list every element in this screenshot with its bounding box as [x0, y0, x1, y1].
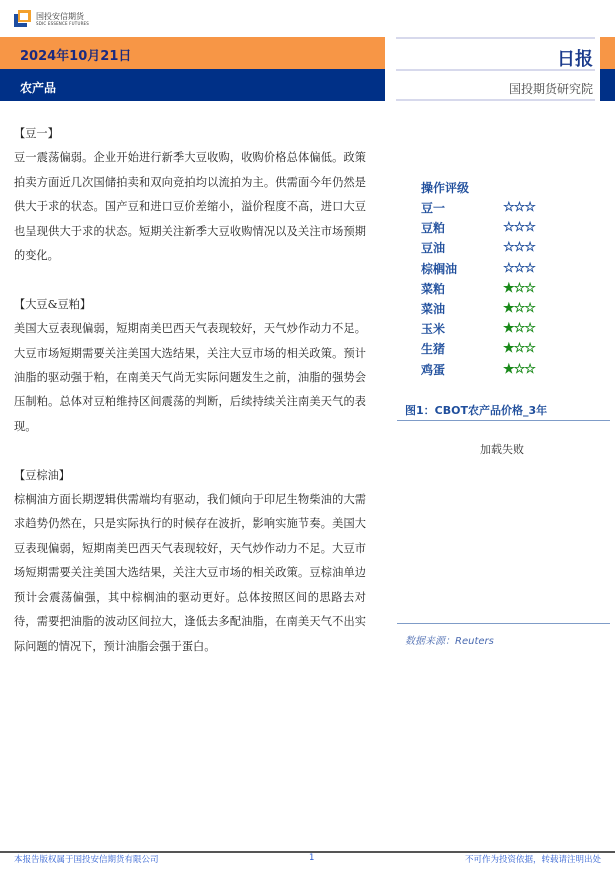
institute-name: 国投期货研究院 — [508, 82, 593, 96]
rating-title: 操作评级 — [421, 181, 470, 195]
rating-name: 豆油 — [421, 241, 446, 256]
star-rating-icon: ★☆☆ — [503, 300, 535, 316]
divider — [397, 420, 610, 421]
header-blue-bar-right — [600, 69, 615, 101]
header-blue-bar — [0, 69, 385, 101]
footer-copyright: 本报告版权属于国投安信期货有限公司 — [14, 855, 159, 865]
rating-row — [421, 319, 535, 339]
section-body: 豆一震荡偏弱。企业开始进行新季大豆收购，收购价格总体偏低。政策拍卖方面近几次国储拍卖和双向竞拍均以流拍为主。供需面今年仍然是供大于求的状态。国产豆和进口豆价差缩小，溢价程度不高，进口大豆也呈现供大于求的状态。短期关注新季大豆收购情况以及关注市场预期的变化。 — [14, 151, 366, 263]
logo-icon — [14, 10, 31, 27]
figure-source: 数据来源：Reuters — [405, 636, 494, 647]
report-date: 2024年10月21日 — [20, 49, 132, 64]
star-rating-icon: ☆☆☆ — [503, 200, 535, 215]
figure-title: 图1：CBOT农产品价格_3年 — [405, 404, 548, 417]
rating-row — [421, 279, 535, 299]
report-type: 日报 — [557, 49, 593, 70]
section-title: 【豆一】 — [14, 127, 59, 140]
rating-name: 鸡蛋 — [421, 362, 446, 377]
page-number: 1 — [309, 853, 315, 863]
rating-row — [421, 259, 535, 279]
section-title: 【大豆&豆粕】 — [14, 297, 92, 311]
star-rating-icon: ★☆☆ — [503, 361, 535, 377]
rating-row — [421, 238, 535, 258]
section-title: 【豆棕油】 — [14, 468, 70, 482]
rating-row — [421, 339, 535, 359]
divider — [396, 37, 595, 39]
company-name-en: SDIC ESSENCE FUTURES — [36, 20, 90, 26]
rating-row — [421, 360, 535, 380]
company-name-cn: 国投安信期货 — [36, 11, 84, 21]
star-rating-icon: ☆☆☆ — [503, 220, 535, 236]
rating-row — [421, 218, 535, 238]
figure-load-failed: 加载失败 — [480, 443, 524, 456]
rating-row — [421, 198, 535, 218]
rating-name: 菜油 — [421, 301, 446, 316]
divider — [397, 623, 610, 624]
star-rating-icon: ★☆☆ — [503, 341, 535, 357]
rating-name: 棕榈油 — [421, 261, 458, 276]
rating-table — [421, 178, 535, 380]
star-rating-icon: ☆☆☆ — [503, 240, 535, 256]
rating-name: 豆一 — [421, 201, 446, 215]
header-orange-bar-right — [600, 37, 615, 69]
rating-name: 生猪 — [421, 342, 446, 357]
rating-name: 豆粕 — [421, 221, 446, 236]
footer-disclaimer: 不可作为投资依据，转载请注明出处 — [464, 855, 601, 865]
star-rating-icon: ★☆☆ — [503, 280, 535, 296]
rating-name: 菜粕 — [421, 281, 446, 296]
report-category: 农产品 — [20, 81, 57, 95]
rating-row — [421, 299, 535, 319]
rating-name: 玉米 — [421, 322, 446, 337]
divider — [396, 99, 595, 101]
section-body: 美国大豆表现偏弱，短期南美巴西天气表现较好，天气炒作动力不足。大豆市场短期需要关注美国大选结果，关注大豆市场的相关政策。预计油脂的驱动强于粕，在南美天气尚无实际问题发生之前，油脂的强势会压制粕。总体对豆粕维持区间震荡的判断，后续持续关注南美天气的表现。 — [14, 322, 366, 433]
star-rating-icon: ★☆☆ — [503, 321, 535, 337]
commentary — [14, 122, 366, 683]
company-logo — [14, 10, 89, 27]
star-rating-icon: ☆☆☆ — [503, 260, 535, 276]
section-body: 棕榈油方面长期逻辑供需端均有驱动，我们倾向于印尼生物柴油的大需求趋势仍然在，只是实际执行的时候存在波折，影响实施节奏。美国大豆表现偏弱，短期南美巴西天气表现较好，天气炒作动力不足。大豆市场短期需要关注美国大选结果，关注大豆市场的相关政策。豆棕油单边预计会震荡偏强，其中棕榈油的驱动更好。总体按照区间的思路去对待，需要把油脂的波动区间拉大，逢低去多配油脂，在南美天气不出实际问题的情况下，预计油脂会强于蛋白。 — [14, 493, 366, 653]
